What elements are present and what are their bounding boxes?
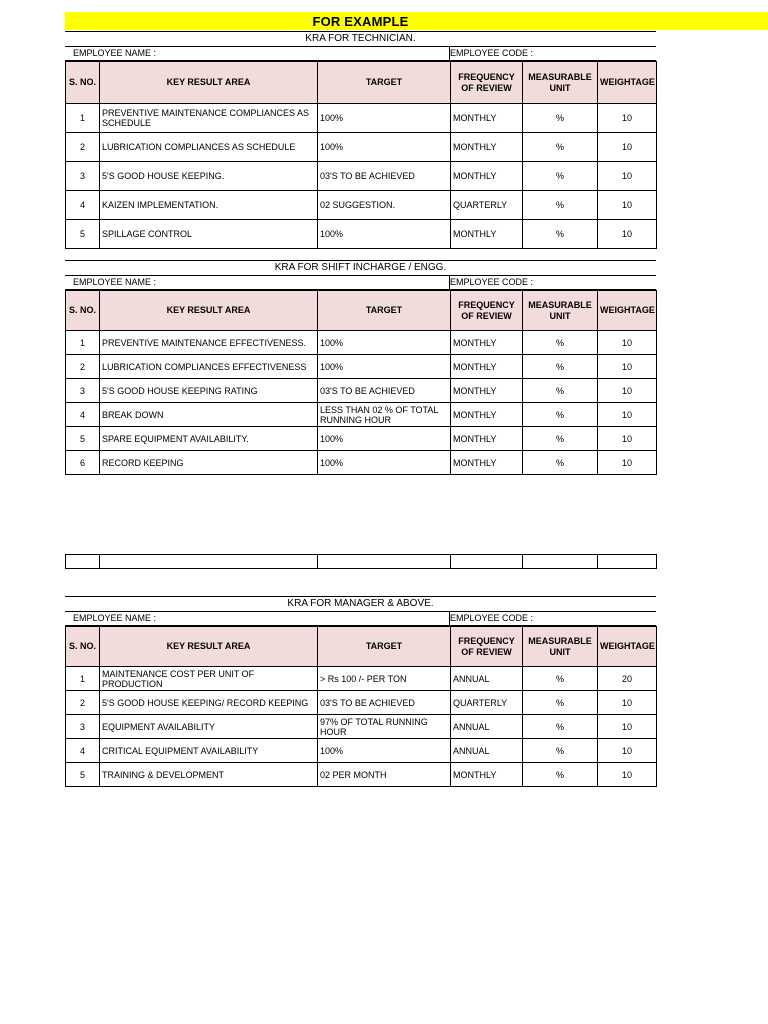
cell-frequency: QUARTERLY (451, 691, 523, 715)
header-frequency: FREQUENCY OF REVIEW (451, 291, 523, 331)
cell-kra: MAINTENANCE COST PER UNIT OF PRODUCTION (100, 667, 318, 691)
cell-kra: SPILLAGE CONTROL (100, 220, 318, 249)
table-row (66, 739, 657, 763)
cell-unit: % (523, 379, 598, 403)
employee-code-label: EMPLOYEE CODE : (450, 613, 534, 623)
cell-weightage: 20 (598, 667, 657, 691)
cell-weightage: 10 (598, 331, 657, 355)
cell-target: 02 SUGGESTION. (318, 191, 451, 220)
header-sno: S. NO. (66, 627, 100, 667)
cell-target: LESS THAN 02 % OF TOTAL RUNNING HOUR (318, 403, 451, 427)
cell-target: 03'S TO BE ACHIEVED (318, 162, 451, 191)
header-unit: MEASURABLE UNIT (523, 62, 598, 104)
cell-frequency: MONTHLY (451, 403, 523, 427)
table-row (66, 220, 657, 249)
cell-weightage: 10 (598, 427, 657, 451)
blank-table (65, 554, 657, 569)
blank-row (65, 554, 656, 569)
cell-weightage: 10 (598, 691, 657, 715)
cell-weightage: 10 (598, 379, 657, 403)
header-sno: S. NO. (66, 62, 100, 104)
cell-target: 03'S TO BE ACHIEVED (318, 379, 451, 403)
kra-section-manager (65, 596, 656, 787)
cell-frequency: MONTHLY (451, 104, 523, 133)
cell-sno: 2 (66, 691, 100, 715)
table-row (66, 133, 657, 162)
table-row (66, 427, 657, 451)
cell-sno: 2 (66, 133, 100, 162)
employee-code-label: EMPLOYEE CODE : (450, 48, 534, 58)
cell-unit: % (523, 104, 598, 133)
header-unit: MEASURABLE UNIT (523, 627, 598, 667)
header-target: TARGET (318, 62, 451, 104)
cell-unit: % (523, 162, 598, 191)
cell-frequency: QUARTERLY (451, 191, 523, 220)
section-title: KRA FOR TECHNICIAN. (65, 31, 656, 46)
cell-sno: 5 (66, 220, 100, 249)
kra-section-shift-incharge (65, 260, 656, 475)
cell-unit: % (523, 220, 598, 249)
header-target: TARGET (318, 291, 451, 331)
header-unit: MEASURABLE UNIT (523, 291, 598, 331)
employee-code-label: EMPLOYEE CODE : (450, 277, 534, 287)
cell-weightage: 10 (598, 133, 657, 162)
cell-kra: PREVENTIVE MAINTENANCE EFFECTIVENESS. (100, 331, 318, 355)
cell-frequency: MONTHLY (451, 133, 523, 162)
table-row (66, 763, 657, 787)
cell-weightage: 10 (598, 715, 657, 739)
header-weightage: WEIGHTAGE (598, 62, 657, 104)
kra-table (65, 626, 657, 787)
header-frequency: FREQUENCY OF REVIEW (451, 627, 523, 667)
employee-info-row (65, 275, 656, 290)
table-row (66, 667, 657, 691)
employee-name-label: EMPLOYEE NAME : (73, 613, 157, 623)
cell-target: 100% (318, 427, 451, 451)
cell-unit: % (523, 739, 598, 763)
cell-sno: 3 (66, 162, 100, 191)
cell-unit: % (523, 715, 598, 739)
header-kra: KEY RESULT AREA (100, 62, 318, 104)
cell-kra: LUBRICATION COMPLIANCES AS SCHEDULE (100, 133, 318, 162)
cell-target: 97% OF TOTAL RUNNING HOUR (318, 715, 451, 739)
section-title: KRA FOR SHIFT INCHARGE / ENGG. (65, 260, 656, 275)
header-sno: S. NO. (66, 291, 100, 331)
cell-kra: 5'S GOOD HOUSE KEEPING/ RECORD KEEPING (100, 691, 318, 715)
cell-kra: KAIZEN IMPLEMENTATION. (100, 191, 318, 220)
table-row (66, 191, 657, 220)
cell-kra: RECORD KEEPING (100, 451, 318, 475)
header-kra: KEY RESULT AREA (100, 291, 318, 331)
cell-sno: 5 (66, 427, 100, 451)
cell-unit: % (523, 403, 598, 427)
cell-unit: % (523, 451, 598, 475)
cell-sno: 5 (66, 763, 100, 787)
cell-target: 100% (318, 739, 451, 763)
table-header-row (66, 291, 657, 331)
table-row (66, 691, 657, 715)
cell-target: 03'S TO BE ACHIEVED (318, 691, 451, 715)
employee-name-label: EMPLOYEE NAME : (73, 48, 157, 58)
cell-target: 100% (318, 220, 451, 249)
cell-weightage: 10 (598, 355, 657, 379)
for-example-banner (65, 12, 768, 30)
cell-frequency: MONTHLY (451, 451, 523, 475)
header-kra: KEY RESULT AREA (100, 627, 318, 667)
cell-target: 100% (318, 331, 451, 355)
kra-table (65, 290, 657, 475)
cell-kra: 5'S GOOD HOUSE KEEPING RATING (100, 379, 318, 403)
header-target: TARGET (318, 627, 451, 667)
cell-kra: SPARE EQUIPMENT AVAILABILITY. (100, 427, 318, 451)
cell-frequency: ANNUAL (451, 715, 523, 739)
cell-kra: 5'S GOOD HOUSE KEEPING. (100, 162, 318, 191)
table-row (66, 379, 657, 403)
cell-unit: % (523, 691, 598, 715)
table-row (66, 331, 657, 355)
cell-unit: % (523, 331, 598, 355)
cell-frequency: MONTHLY (451, 763, 523, 787)
employee-name-label: EMPLOYEE NAME : (73, 277, 157, 287)
cell-frequency: ANNUAL (451, 667, 523, 691)
cell-sno: 6 (66, 451, 100, 475)
cell-target: 02 PER MONTH (318, 763, 451, 787)
cell-sno: 3 (66, 715, 100, 739)
table-row (66, 355, 657, 379)
cell-sno: 1 (66, 667, 100, 691)
cell-target: 100% (318, 451, 451, 475)
cell-weightage: 10 (598, 191, 657, 220)
cell-weightage: 10 (598, 451, 657, 475)
cell-target: 100% (318, 355, 451, 379)
cell-target: 100% (318, 104, 451, 133)
cell-target: 100% (318, 133, 451, 162)
table-row (66, 451, 657, 475)
table-row (66, 715, 657, 739)
cell-kra: LUBRICATION COMPLIANCES EFFECTIVENESS (100, 355, 318, 379)
cell-sno: 1 (66, 104, 100, 133)
cell-unit: % (523, 133, 598, 162)
employee-info-row (65, 46, 656, 61)
cell-weightage: 10 (598, 763, 657, 787)
section-title: KRA FOR MANAGER & ABOVE. (65, 596, 656, 611)
cell-weightage: 10 (598, 162, 657, 191)
table-header-row (66, 627, 657, 667)
cell-frequency: MONTHLY (451, 355, 523, 379)
cell-unit: % (523, 355, 598, 379)
cell-frequency: MONTHLY (451, 162, 523, 191)
cell-unit: % (523, 667, 598, 691)
cell-sno: 4 (66, 739, 100, 763)
cell-weightage: 10 (598, 403, 657, 427)
cell-frequency: MONTHLY (451, 331, 523, 355)
cell-sno: 4 (66, 191, 100, 220)
header-weightage: WEIGHTAGE (598, 291, 657, 331)
kra-section-technician (65, 31, 656, 249)
header-weightage: WEIGHTAGE (598, 627, 657, 667)
cell-frequency: MONTHLY (451, 220, 523, 249)
cell-unit: % (523, 191, 598, 220)
cell-kra: CRITICAL EQUIPMENT AVAILABILITY (100, 739, 318, 763)
cell-weightage: 10 (598, 104, 657, 133)
banner-title: FOR EXAMPLE (312, 13, 409, 29)
cell-sno: 3 (66, 379, 100, 403)
cell-weightage: 10 (598, 739, 657, 763)
cell-kra: BREAK DOWN (100, 403, 318, 427)
cell-unit: % (523, 427, 598, 451)
cell-sno: 4 (66, 403, 100, 427)
cell-weightage: 10 (598, 220, 657, 249)
table-row (66, 403, 657, 427)
cell-kra: TRAINING & DEVELOPMENT (100, 763, 318, 787)
cell-frequency: MONTHLY (451, 379, 523, 403)
table-row (66, 162, 657, 191)
cell-sno: 2 (66, 355, 100, 379)
cell-target: > Rs 100 /- PER TON (318, 667, 451, 691)
cell-sno: 1 (66, 331, 100, 355)
cell-frequency: MONTHLY (451, 427, 523, 451)
kra-table (65, 61, 657, 249)
cell-kra: EQUIPMENT AVAILABILITY (100, 715, 318, 739)
cell-unit: % (523, 763, 598, 787)
table-row (66, 104, 657, 133)
table-header-row (66, 62, 657, 104)
cell-frequency: ANNUAL (451, 739, 523, 763)
employee-info-row (65, 611, 656, 626)
cell-kra: PREVENTIVE MAINTENANCE COMPLIANCES AS SCHEDULE (100, 104, 318, 133)
header-frequency: FREQUENCY OF REVIEW (451, 62, 523, 104)
